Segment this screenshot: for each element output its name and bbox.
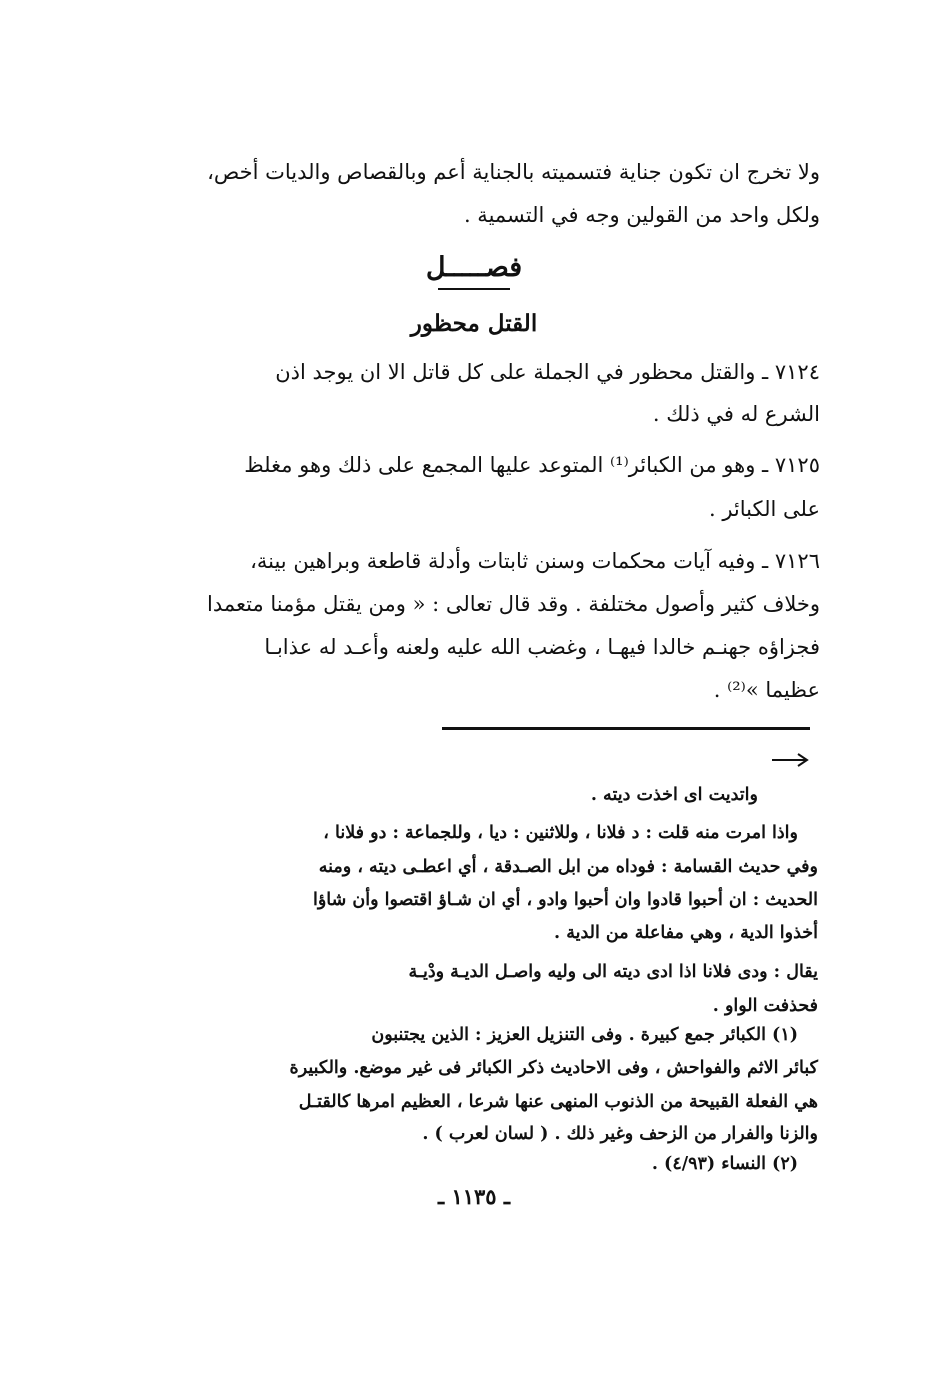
paragraph-7125-line-2: على الكبائر . xyxy=(708,497,820,521)
footnote-cont3-line-2: فحذفت الواو . xyxy=(712,996,818,1016)
paragraph-7124-line-2: الشرع له في ذلك . xyxy=(652,402,820,426)
paragraph-7126-line-4: عظيما »⁽²⁾ . xyxy=(713,678,820,702)
paragraph-7126-line-3: فجزاؤه جهنـم خالدا فيهـا ، وغضب الله عليه ولعنه وأعـد له عذابـا xyxy=(264,635,820,659)
section-heading: فصـــــل xyxy=(425,252,523,283)
footnote-cont-line-1: واتديت اى اخذت ديته . xyxy=(590,785,758,805)
footnote-2-line-1: (٢) النساء (٤/٩٣) . xyxy=(651,1154,798,1174)
footnote-separator xyxy=(442,727,810,730)
intro-line-1: ولا تخرج ان تكون جناية فتسميته بالجناية أعم وبالقصاص والديات أخص، xyxy=(207,160,820,184)
footnote-cont2-line-2: وفي حديث القسامة : فوداه من ابل الصـدقة ، أي اعطـى ديته ، ومنه xyxy=(318,857,818,877)
section-subheading: القتل محظور xyxy=(410,310,538,337)
paragraph-7125-line-1: ٧١٢٥ ـ وهو من الكبائر⁽¹⁾ المتوعد عليها المجمع على ذلك وهو مغلظ xyxy=(244,453,820,477)
paragraph-7126-line-1: ٧١٢٦ ـ وفيه آيات محكمات وسنن ثابتات وأدلة قاطعة وبراهين بينة، xyxy=(250,549,820,573)
paragraph-7126-line-2: وخلاف كثير وأصول مختلفة . وقد قال تعالى : « ومن يقتل مؤمنا متعمدا xyxy=(207,592,820,616)
footnote-1-line-1: (١) الكبائر جمع كبيرة . وفى التنزيل العزيز : الذين يجتنبون xyxy=(371,1025,798,1045)
footnote-1-line-2: كبائر الاثم والفواحش ، وفى الاحاديث ذكر الكبائر فى غير موضع. والكبيرة xyxy=(289,1058,818,1078)
footnote-cont2-line-3: الحديث : ان أحبوا قادوا وان أحبوا وادو ، أي ان شـاؤ اقتصوا وأن شاؤا xyxy=(312,890,818,910)
footnote-1-line-3: هي الفعلة القبيحة من الذنوب المنهى عنها شرعا ، العظيم امرها كالقتـل xyxy=(298,1092,818,1112)
paragraph-7124-line-1: ٧١٢٤ ـ والقتل محظور في الجملة على كل قاتل الا ان يوجد اذن xyxy=(275,360,820,384)
footnote-1-line-4: والزنا والفرار من الزحف وغير ذلك . ( لسان لعرب ) . xyxy=(422,1124,818,1144)
continuation-arrow-icon xyxy=(770,750,810,770)
footnote-cont2-line-1: واذا امرت منه قلت : د فلانا ، وللاثنين : ديا ، وللجماعة : دو فلانا ، xyxy=(323,823,798,843)
intro-line-2: ولكل واحد من القولين وجه في التسمية . xyxy=(463,203,820,227)
page-number: ـ ١١٣٥ ـ xyxy=(437,1184,511,1209)
heading-underline xyxy=(438,288,510,290)
footnote-cont2-line-4: أخذوا الدية ، وهي مفاعلة من الدية . xyxy=(554,923,818,943)
footnote-cont3-line-1: يقال : ودى فلانا اذا ادى ديته الى وليه واصـل الديـة ودْيـة xyxy=(408,962,818,982)
